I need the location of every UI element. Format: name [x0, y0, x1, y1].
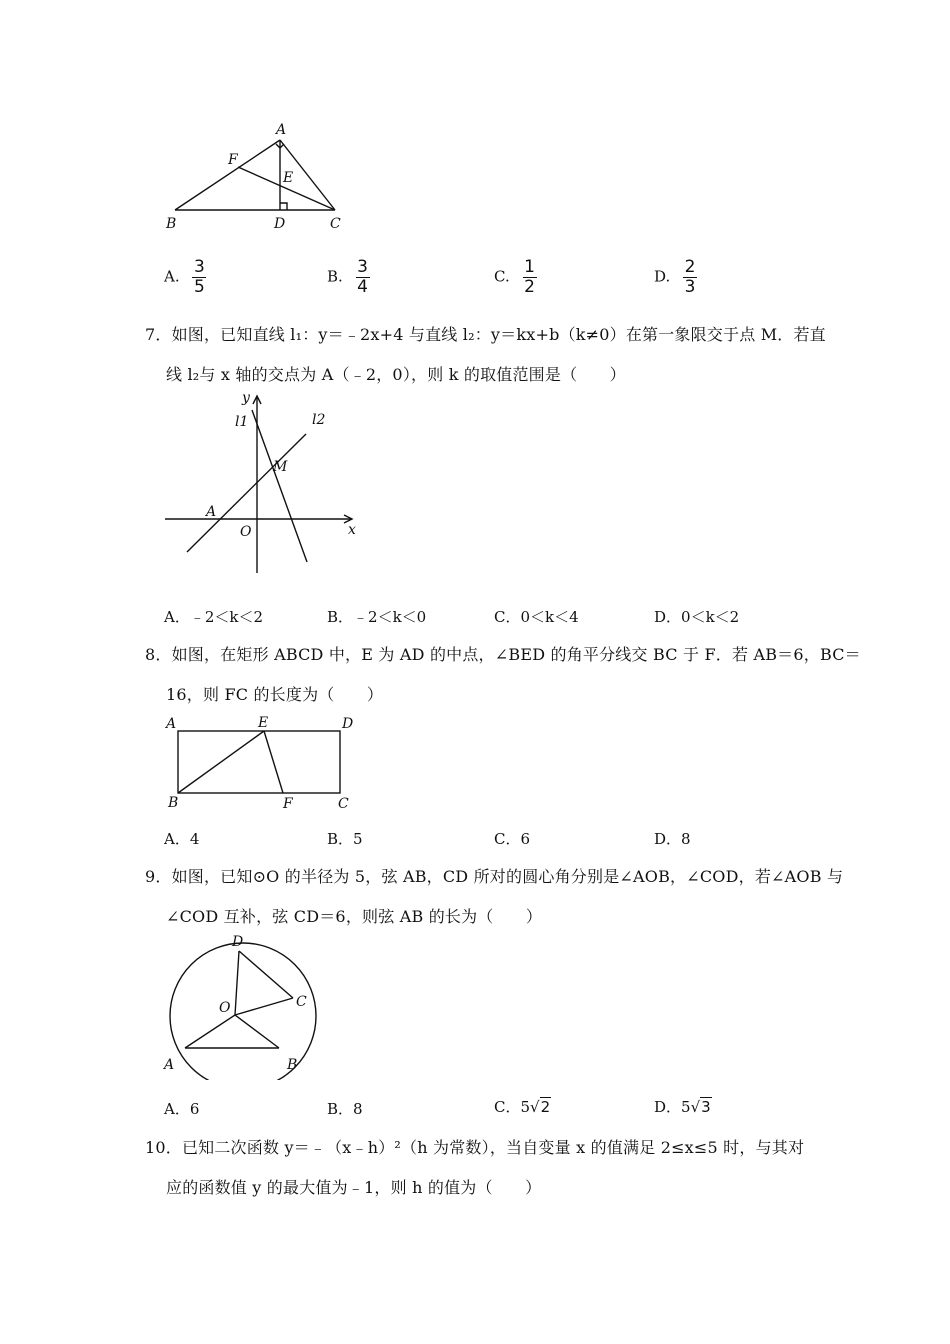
option-letter: C. [494, 267, 510, 286]
q7-label-A: A [206, 504, 217, 520]
q9-option-c[interactable]: C．5√2 [494, 1098, 551, 1116]
q6-option-c[interactable] [494, 258, 537, 297]
q6-label-D: D [274, 216, 286, 232]
q8-label-B: B [168, 795, 179, 811]
q9-option-b[interactable]: B．8 [327, 1100, 363, 1118]
q9-stem-line2: ∠COD 互补，弦 CD＝6，则弦 AB 的长为（ ） [166, 907, 543, 926]
sqrt-sign: √ [530, 1098, 540, 1116]
q8-label-C: C [338, 796, 349, 812]
q8-option-a[interactable]: A．4 [164, 830, 200, 848]
q9-stem-line1: 9．如图，已知⊙O 的半径为 5，弦 AB，CD 所对的圆心角分别是∠AOB，∠COD，若∠AOB 与 [145, 867, 844, 886]
q6-option-b[interactable] [327, 258, 370, 297]
q8-stem-line2: 16，则 FC 的长度为（ ） [166, 685, 384, 704]
q8-label-D: D [342, 716, 354, 732]
q7-option-d[interactable]: D．0＜k＜2 [654, 608, 740, 626]
q7-stem-line1: 7．如图，已知直线 l₁：y＝﹣2x+4 与直线 l₂：y＝kx+b（k≠0）在第一象限交于点 M．若直 [145, 325, 826, 344]
q8-option-d[interactable]: D．8 [654, 830, 691, 848]
q9-label-A: A [164, 1057, 175, 1073]
q8-label-F: F [283, 796, 293, 812]
q9-label-O: O [219, 1000, 231, 1016]
option-letter: B. [327, 267, 343, 286]
q6-label-E: E [283, 170, 294, 186]
option-letter: D. [654, 267, 671, 286]
q6-label-A: A [276, 122, 287, 138]
q7-figure [160, 388, 370, 578]
q6-label-C: C [330, 216, 341, 232]
q9-label-D: D [232, 934, 244, 950]
q8-option-b[interactable]: B．5 [327, 830, 363, 848]
option-letter: A. [164, 267, 180, 286]
q7-label-x: x [348, 522, 356, 538]
q7-option-b[interactable]: B．﹣2＜k＜0 [327, 608, 427, 626]
q9-label-C: C [296, 994, 307, 1010]
q10-stem-line2: 应的函数值 y 的最大值为﹣1，则 h 的值为（ ） [166, 1178, 542, 1197]
q6-label-B: B [166, 216, 177, 232]
q7-option-a[interactable]: A．﹣2＜k＜2 [164, 608, 264, 626]
q6-label-F: F [228, 152, 238, 168]
q8-label-A: A [166, 716, 177, 732]
q8-label-E: E [258, 715, 269, 731]
q7-label-l2: l2 [312, 412, 326, 428]
q9-figure [155, 930, 335, 1080]
q9-option-d[interactable]: D．5√3 [654, 1098, 711, 1116]
q8-option-c[interactable]: C．6 [494, 830, 531, 848]
sqrt-sign: √ [690, 1098, 701, 1116]
q6-option-a[interactable] [164, 258, 206, 297]
q7-option-c[interactable]: C．0＜k＜4 [494, 608, 579, 626]
fraction: $\frac{2}{3}$ [684, 257, 696, 297]
q7-label-O: O [240, 524, 252, 540]
q7-label-l1: l1 [235, 414, 249, 430]
fraction: $\frac{3}{4}$ [357, 257, 368, 297]
q8-stem-line1: 8．如图，在矩形 ABCD 中，E 为 AD 的中点，∠BED 的角平分线交 BC 于 F．若 AB＝6，BC＝ [145, 645, 861, 664]
fraction: $\frac{1}{2}$ [524, 257, 535, 297]
q7-label-M: M [273, 459, 288, 475]
q9-label-B: B [287, 1057, 298, 1073]
q6-figure [160, 118, 360, 238]
q7-stem-line2: 线 l₂与 x 轴的交点为 A（﹣2，0），则 k 的取值范围是（ ） [166, 365, 626, 384]
q6-option-d[interactable] [654, 258, 697, 297]
q9-option-a[interactable]: A．6 [164, 1100, 200, 1118]
q10-stem-line1: 10．已知二次函数 y＝﹣（x﹣h）²（h 为常数），当自变量 x 的值满足 2≤x≤5 时，与其对 [145, 1138, 805, 1157]
q7-label-y: y [242, 390, 250, 406]
q8-figure [160, 710, 370, 820]
fraction: $\frac{3}{5}$ [193, 257, 205, 297]
